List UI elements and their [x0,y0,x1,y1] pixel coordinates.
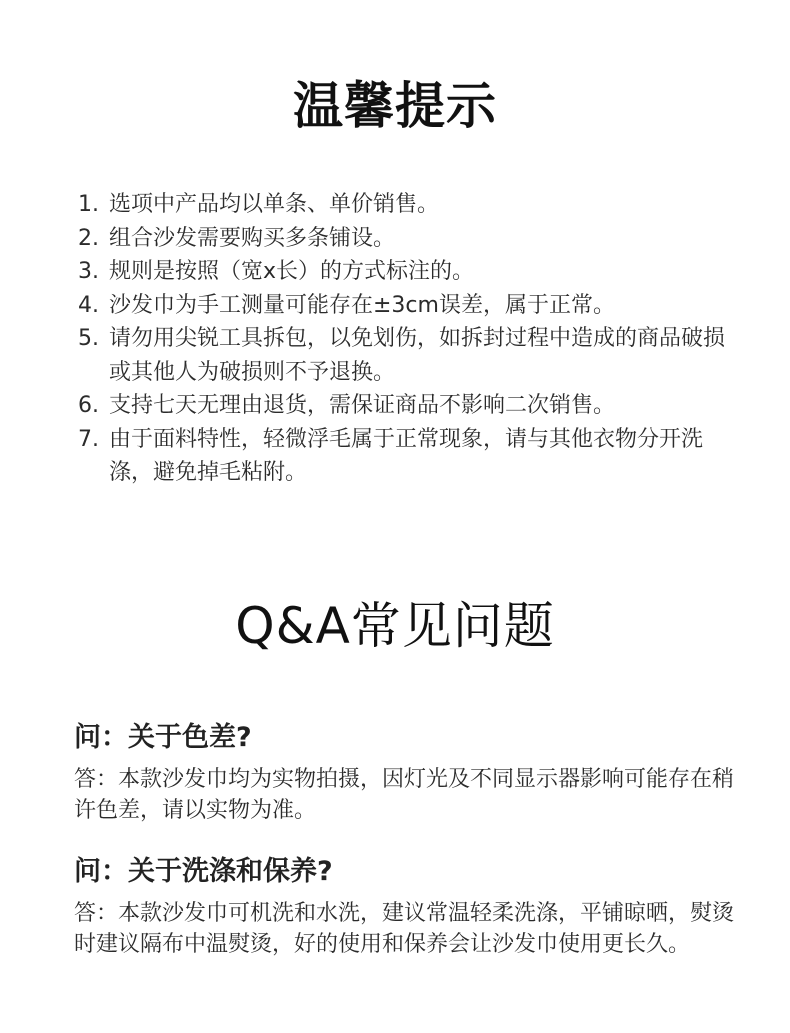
qa-item-washing-care [74,852,734,960]
tip-item [78,188,728,222]
qa-question: 问：关于洗涤和保养? [74,856,333,887]
qa-title: Q&A常见问题 [235,597,555,655]
tip-number: 3. [78,259,99,284]
tip-number: 2. [78,225,99,251]
tip-number: 4. [78,292,99,318]
tip-text: 选项中产品均以单条、单价销售。 [109,192,440,217]
tip-text: 沙发巾为手工测量可能存在±3cm误差，属于正常。 [109,292,615,318]
tip-text: 请勿用尖锐工具拆包，以免划伤，如拆封过程中造成的商品破损或其他人为破损则不予退换。 [109,326,726,385]
tip-number: 7. [78,426,99,452]
tips-title: 温馨提示 [293,77,497,135]
tip-text: 支持七天无理由退货，需保证商品不影响二次销售。 [109,393,616,418]
tip-item [78,255,728,289]
tip-item [78,222,728,256]
tip-item [78,389,728,423]
tip-number: 6. [78,393,99,418]
tip-item [78,423,728,490]
tip-number: 5. [78,326,99,351]
qa-answer: 答：本款沙发巾可机洗和水洗，建议常温轻柔洗涤，平铺晾晒，熨烫时建议隔布中温熨烫，好的使用和保养会让沙发巾使用更长久。 [74,901,735,957]
tip-number: 1. [78,192,99,217]
tip-text: 由于面料特性，轻微浮毛属于正常现象，请与其他衣物分开洗涤，避免掉毛粘附。 [109,426,704,485]
tip-item [78,289,728,323]
tips-list [78,188,728,490]
qa-question: 问：关于色差? [74,722,252,753]
tip-text: 组合沙发需要购买多条铺设。 [109,225,396,251]
tip-item [78,322,728,389]
tip-text: 规则是按照（宽x长）的方式标注的。 [109,259,475,284]
qa-answer: 答：本款沙发巾均为实物拍摄，因灯光及不同显示器影响可能存在稍许色差，请以实物为准。 [74,767,735,823]
qa-item-color-difference [74,718,734,826]
